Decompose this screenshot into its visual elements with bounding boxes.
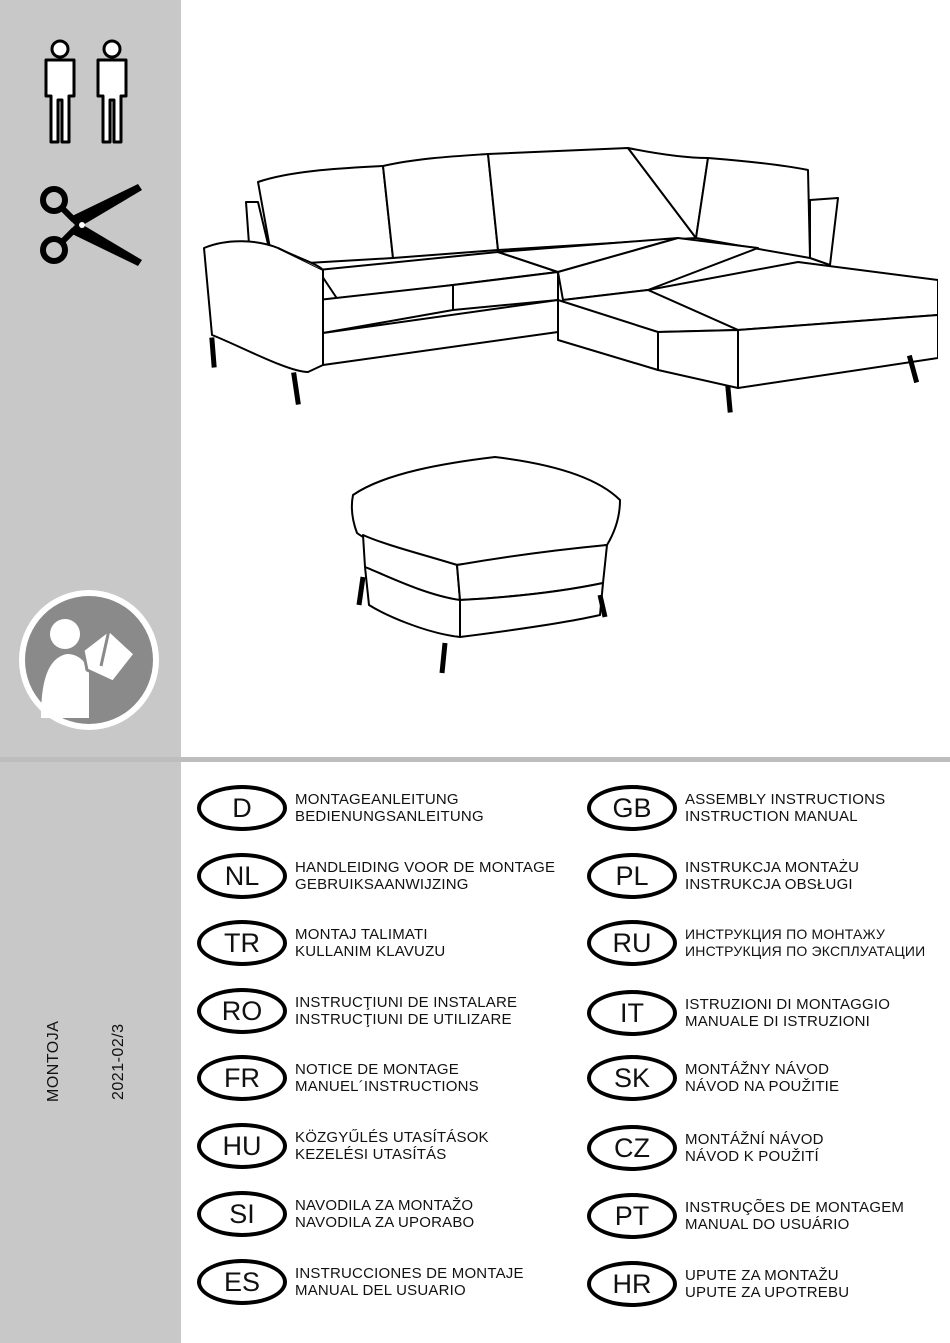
document-code: 2021-02/3 [110,1023,127,1100]
ottoman-illustration [345,455,630,680]
read-manual-icon [17,588,161,732]
lang-line2: UPUTE ZA UPOTREBU [685,1284,850,1301]
lang-line1: HANDLEIDING VOOR DE MONTAGE [295,859,556,876]
lang-line1: KÖZGYŰLÉS UTASÍTÁSOK [295,1129,489,1146]
lang-line2: ИНСТРУКЦИЯ ПО ЭКСПЛУАТАЦИИ [685,943,926,959]
lang-row-sk [587,1055,839,1101]
lang-line2: INSTRUCŢIUNI DE UTILIZARE [295,1011,512,1028]
lang-row-pt [587,1193,904,1239]
lang-code-badge: RU [587,920,677,966]
lang-line2: KULLANIM KLAVUZU [295,943,446,960]
lang-line1: NAVODILA ZA MONTAŽO [295,1197,474,1214]
lang-row-cz [587,1125,824,1171]
lang-line1: ASSEMBLY INSTRUCTIONS [685,791,886,808]
lang-row-tr [197,920,445,966]
lang-code-badge: HR [587,1261,677,1307]
lang-code-badge: PL [587,853,677,899]
lang-line1: ИНСТРУКЦИЯ ПО МОНТАЖУ [685,926,886,942]
lang-code-badge: FR [197,1055,287,1101]
lang-row-pl [587,853,859,899]
lang-row-nl [197,853,555,899]
lang-line1: INSTRUCŢIUNI DE INSTALARE [295,994,518,1011]
lang-line1: NOTICE DE MONTAGE [295,1061,459,1078]
lang-code-badge: ES [197,1259,287,1305]
lang-line2: GEBRUIKSAANWIJZING [295,876,469,893]
lang-line1: INSTRUKCJA MONTAŻU [685,859,860,876]
lang-row-hu [197,1123,489,1169]
lang-line2: MANUEL´INSTRUCTIONS [295,1078,479,1095]
lang-row-d [197,785,484,831]
lang-line2: INSTRUKCJA OBSŁUGI [685,876,853,893]
lang-row-si [197,1191,474,1237]
lang-row-es [197,1259,524,1305]
lang-row-hr [587,1261,849,1307]
lang-line2: MANUALE DI ISTRUZIONI [685,1013,871,1030]
lang-line2: MANUAL DEL USUARIO [295,1282,466,1299]
lang-code-badge: CZ [587,1125,677,1171]
lang-line2: NAVODILA ZA UPORABO [295,1214,475,1231]
lang-code-badge: D [197,785,287,831]
lang-code-badge: SI [197,1191,287,1237]
lang-row-it [587,990,890,1036]
lang-line2: INSTRUCTION MANUAL [685,808,858,825]
model-name: MONTOJA [45,1020,62,1102]
lang-line2: BEDIENUNGSANLEITUNG [295,808,484,825]
corner-sofa-illustration [198,140,938,420]
two-persons-icon [36,38,136,146]
lang-code-badge: HU [197,1123,287,1169]
lang-line1: ISTRUZIONI DI MONTAGGIO [685,996,891,1013]
scissors-icon [38,184,142,266]
lang-code-badge: TR [197,920,287,966]
lang-line1: MONTÁŽNY NÁVOD [685,1061,830,1078]
lang-line2: NÁVOD NA POUŽITIE [685,1078,840,1095]
lang-line1: MONTAGEANLEITUNG [295,791,459,808]
section-divider [0,757,950,762]
lang-line2: NÁVOD K POUŽITÍ [685,1148,819,1165]
lang-line2: MANUAL DO USUÁRIO [685,1216,850,1233]
lang-code-badge: IT [587,990,677,1036]
lang-line1: INSTRUCCIONES DE MONTAJE [295,1265,524,1282]
lang-row-gb [587,785,885,831]
lang-row-ro [197,988,517,1034]
lang-row-fr [197,1055,479,1101]
lang-line1: INSTRUÇÕES DE MONTAGEM [685,1199,905,1216]
lang-line1: MONTÁŽNÍ NÁVOD [685,1131,824,1148]
lang-code-badge: SK [587,1055,677,1101]
lang-line1: UPUTE ZA MONTAŽU [685,1267,839,1284]
lang-line1: MONTAJ TALIMATI [295,926,428,943]
lang-code-badge: GB [587,785,677,831]
lang-code-badge: PT [587,1193,677,1239]
lang-line2: KEZELÉSI UTASÍTÁS [295,1146,447,1163]
lang-code-badge: RO [197,988,287,1034]
lang-row-ru [587,920,925,966]
lang-code-badge: NL [197,853,287,899]
